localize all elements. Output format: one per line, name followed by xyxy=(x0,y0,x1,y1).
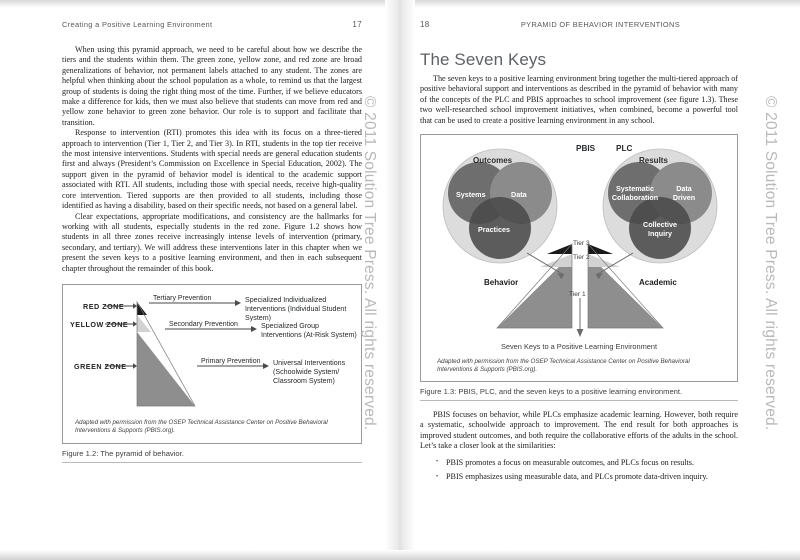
green-zone-shape xyxy=(137,332,195,406)
plc-data-driven-label: Data Driven xyxy=(672,184,696,202)
figure-1-2-credit: Adapted with permission from the OSEP Technical Assistance Center on Positive Behavioral Interventions & Supports (PBIS.org). xyxy=(75,418,328,434)
pbis-practices-label: Practices xyxy=(478,225,510,235)
zone-label-yellow: YELLOW ZONE xyxy=(70,319,129,329)
tier-1-label: Tier 1 xyxy=(569,291,586,299)
red-zone-shape xyxy=(137,302,147,315)
behavior-side-label: Behavior xyxy=(484,278,519,288)
right-closing-paragraph: PBIS focuses on behavior, while PLCs emphasize academic learning. However, both require a systematic, schoolwide approach to improvement. The end result for both approaches is improved student outcomes, and both require the collaborative efforts of the adults in the school. Let’s take a closer look at the similarities: xyxy=(420,410,738,451)
figure-1-2-caption: Figure 1.2: The pyramid of behavior. xyxy=(62,449,362,463)
intervention-desc-tertiary: Specialized Individualized Interventions (Individual Student System) xyxy=(245,295,347,323)
zone-label-red: RED ZONE xyxy=(83,301,125,311)
prevention-label-tertiary: Tertiary Prevention xyxy=(153,294,212,302)
academic-tier3-shape xyxy=(588,244,613,254)
right-intro-paragraph: The seven keys to a positive learning environment bring together the multi-tiered approach of positive behavioral support and interventions as described in the pyramid of behavior with many of the concepts of the PLC and PBIS approaches to school improvement (see figure 1.3). These two well-researched school improvement initiatives, when combined, become a powerful tool that can be used to create a positive learning environment in any school. xyxy=(420,74,738,125)
left-page-number: 17 xyxy=(352,20,362,29)
similarities-bullet-list xyxy=(420,458,738,483)
right-page xyxy=(400,0,800,560)
section-heading-seven-keys: The Seven Keys xyxy=(420,50,547,69)
figure-1-2 xyxy=(62,284,362,444)
tier-2-label: Tier 2 xyxy=(573,254,590,262)
bullet-item-2: • PBIS emphasizes using measurable data, and PLCs promote data-driven inquiry. xyxy=(446,472,738,482)
plc-systematic-collaboration-label: Systematic Collaboration xyxy=(611,184,659,202)
figure-1-3-credit: Adapted with permission from the OSEP Technical Assistance Center on Positive Behavioral Interventions & Supports (PBIS.org). xyxy=(437,358,690,374)
academic-tier2-shape xyxy=(588,254,620,267)
figure-1-2-canvas xyxy=(63,285,361,443)
behavior-tier2-shape xyxy=(540,254,572,267)
figure-1-3-caption: Figure 1.3: PBIS, PLC, and the seven keys to a positive learning environment. xyxy=(420,387,738,401)
copyright-watermark-right: © 2011 Solution Tree Press. All rights reserved. xyxy=(762,96,779,431)
pbis-outer-label: Outcomes xyxy=(473,156,513,166)
plc-outer-label: Results xyxy=(639,156,668,166)
left-running-head-title: Creating a Positive Learning Environment xyxy=(62,20,213,29)
zone-label-green: GREEN ZONE xyxy=(74,361,127,371)
intervention-desc-secondary: Specialized Group Interventions (At-Risk System) xyxy=(261,321,357,340)
plc-collective-inquiry-label: Collective Inquiry xyxy=(643,220,677,238)
right-running-head xyxy=(420,20,738,32)
pbis-data-label: Data xyxy=(511,190,527,200)
left-paragraph-3: Clear expectations, appropriate modifications, and consistency are the hallmarks for working with all students, especially students in the red zone. Figure 1.2 shows how students in all three zones receive increasingly intense levels of intervention (primary, secondary, and tertiary). We will address these interventions later in this chapter when we present the seven keys to a positive learning environment, and then in each subsequent chapter throughout the remainder of this book. xyxy=(62,211,362,273)
seven-keys-arrow-label: Seven Keys to a Positive Learning Environment xyxy=(500,342,658,352)
right-page-number: 18 xyxy=(420,20,430,29)
left-running-head xyxy=(62,20,362,32)
bullet-item-1: • PBIS promotes a focus on measurable outcomes, and PLCs focus on results. xyxy=(446,458,738,468)
plc-label: PLC xyxy=(616,144,633,154)
right-running-head-title: PYRAMID OF BEHAVIOR INTERVENTIONS xyxy=(520,20,680,29)
intervention-desc-primary: Universal Interventions (Schoolwide System/ Classroom System) xyxy=(273,358,346,386)
pbis-label: PBIS xyxy=(576,144,596,154)
tier-3-label: Tier 3 xyxy=(573,240,590,248)
pbis-systems-label: Systems xyxy=(456,190,486,200)
prevention-label-primary: Primary Prevention xyxy=(201,357,261,365)
copyright-watermark-left: © 2011 Solution Tree Press. All rights reserved. xyxy=(361,96,378,431)
figure-1-3 xyxy=(420,134,738,382)
prevention-label-secondary: Secondary Prevention xyxy=(169,320,238,328)
academic-side-label: Academic xyxy=(639,278,677,288)
behavior-tier3-shape xyxy=(547,244,572,254)
left-paragraph-2: Response to intervention (RTI) promotes this idea with its focus on a three-tiered approach to intervention (Tier 1, Tier 2, and Tier 3). In RTI, students in the top tier receive the most intensive interventions. Students with special needs are general education students first and always (President’s Commission on Excellence in Special Education, 2002). The support given in the pyramid of behavior model is identical to the academic support associated with RTI. All students, including those with special needs, receive high-quality core intervention. Tiered supports are then provided to all students, including those identified as having a disability, based on their specific needs, not based on a general label. xyxy=(62,128,362,211)
left-paragraph-1: When using this pyramid approach, we need to be careful about how we describe the tiers and the students within them. The green zone, yellow zone, and red zone are broad generalizations of behavior, not permanent labels attached to any student. The zones are helpful when thinking about the school population as a whole, to remind us that the largest group of students is doing the right thing most of the time. Further, if we believe educators make a difference for kids, then we must also believe that students can move from red and yellow zone behavior to green zone behavior. Our role is to support and facilitate that transition. xyxy=(62,45,362,127)
